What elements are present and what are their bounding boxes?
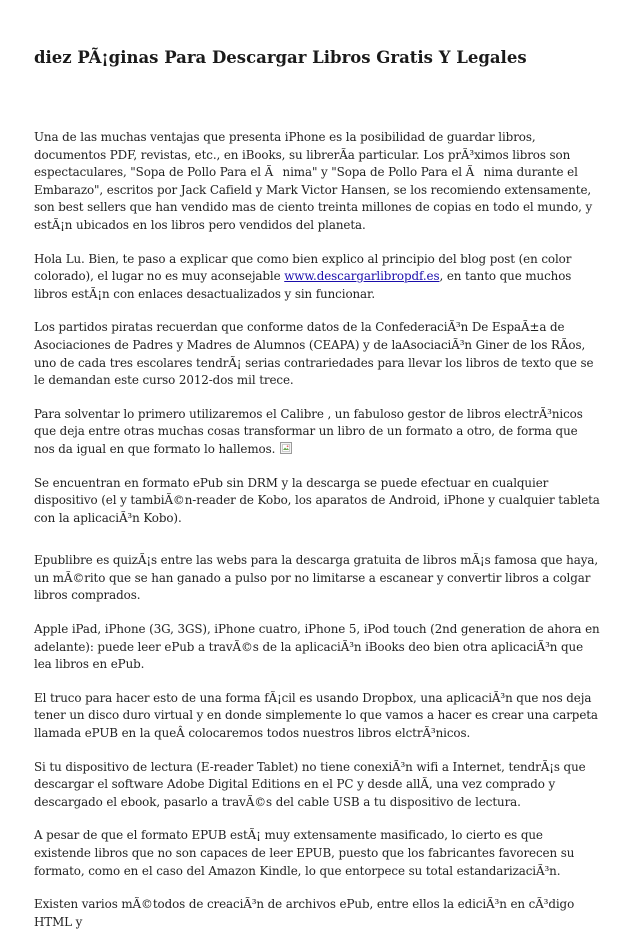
paragraph-2 [34, 251, 600, 304]
article-body [34, 129, 600, 947]
paragraph-2-text-after: , en tanto que muchos libros estÃ¡n con enlaces desactualizados y sin funcionar. [34, 269, 572, 301]
paragraph-4 [34, 406, 600, 459]
paragraph-8: El truco para hacer esto de una forma fÃ¡cil es usando Dropbox, una aplicaciÃ³n que nos deja tener un disco duro virtual y en donde simplemente lo que vamos a hacer es crear una carpeta llamada ePUB en la queÂ colocaremos todos nuestros libros elctrÃ³nicos. [34, 690, 598, 741]
paragraph-10: A pesar de que el formato EPUB estÃ¡ muy extensamente masificado, lo cierto es que existende libros que no son capaces de leer EPUB, puesto que los fabricantes favorecen su formato, como en el caso del Amazon Kindle, lo que entorpece su total estandarizaciÃ³n. [34, 828, 575, 878]
paragraph-7: Apple iPad, iPhone (3G, 3GS), iPhone cuatro, iPhone 5, iPod touch (2nd generation de ahora en adelante): puede leer ePub a travÃ©s de la aplicaciÃ³n iBooks deo bien otra aplicaciÃ³n que lea libros en ePub. [34, 622, 600, 672]
paragraph-11: Existen varios mÃ©todos de creaciÃ³n de archivos ePub, entre ellos la ediciÃ³n en cÃ³digo HTML y [34, 897, 575, 929]
paragraph-1: Una de las muchas ventajas que presenta iPhone es la posibilidad de guardar libros, documentos PDF, revistas, etc., en iBooks, su librerÃa particular. Los prÃ³ximos libros son espectaculares, "Sopa de Pollo Para el Ãnima" y "Sopa de Pollo Para el Ãnima durante el Embarazo", escritos por Jack Cafield y Mark Victor Hansen, se los recomiendo extensamente, son best sellers que han vendido mas de ciento treinta millones de copias en todo el mundo, y estÃ¡n ubicados en los libros pero vendidos del planeta. [34, 130, 593, 232]
paragraph-3: Los partidos piratas recuerdan que conforme datos de la ConfederaciÃ³n De EspaÃ±a de Asociaciones de Padres y Madres de Alumnos (CEAPA) y de laAsociaciÃ³n Giner de los RÃos, uno de cada tres escolares tendrÃ¡ serias contrariedades para llevar los libros de texto que se le demandan este curso 2012-dos mil trece. [34, 320, 594, 388]
page-title: diez PÃ¡ginas Para Descargar Libros Gratis Y Legales [34, 48, 527, 67]
paragraph-2-text-before: Hola Lu. Bien, te paso a explicar que como bien explico al principio del blog post (en color colorado), el lugar no es muy aconsejable [34, 251, 572, 284]
paragraph-4-text: Para solventar lo primero utilizaremos el Calibre , un fabuloso gestor de libros electrÃ³nicos que deja entre otras muchas cosas transformar un libro de un formato a otro, de forma que nos da igual en que formato lo hallemos. [34, 406, 583, 456]
paragraph-9: Si tu dispositivo de lectura (E-reader Tablet) no tiene conexiÃ³n wifi a Internet, tendrÃ¡s que descargar el software Adobe Digital Editions en el PC y desde allÃ, una vez comprado y descargado el ebook, pasarlo a travÃ©s del cable USB a tu dispositivo de lectura. [34, 759, 586, 809]
paragraph-6: Epublibre es quizÃ¡s entre las webs para la descarga gratuita de libros mÃ¡s famosa que haya, un mÃ©rito que se han ganado a pulso por no limitarse a escanear y convertir libros a colgar libros comprados. [34, 553, 599, 603]
descargarlibropdf-link[interactable]: www.descargarlibropdf.es [284, 269, 440, 284]
broken-image-icon [280, 442, 292, 454]
paragraph-5: Se encuentran en formato ePub sin DRM y la descarga se puede efectuar en cualquier dispositivo (el y tambiÃ©n-reader de Kobo, los aparatos de Android, iPhone y cualquier tableta con la aplicaciÃ³n Kobo). [34, 475, 600, 525]
